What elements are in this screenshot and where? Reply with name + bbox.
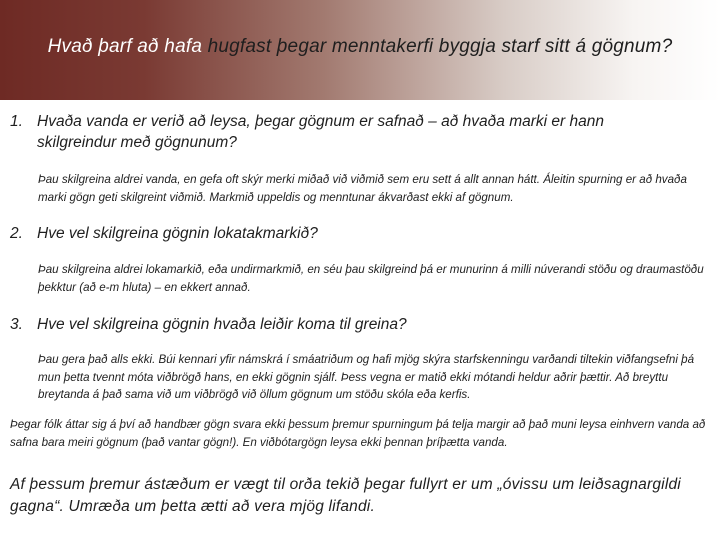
question-3-number: 3. bbox=[10, 316, 23, 333]
title-part-1: Hvað þarf að hafa bbox=[47, 36, 208, 57]
question-1-text: Hvaða vanda er verið að leysa, þegar gögnum er safnað – að hvaða marki er hann skilgreindur með gögnunum? bbox=[37, 113, 604, 151]
answer-1: Þau skilgreina aldrei vanda, en gefa oft skýr merki miðað við viðmið sem eru sett á allt annan hátt. Áleitin spurning er að hvaða marki gögn geti skilgreint viðmið. Markmið uppeldis og menntunar ákvarðast ekki af gögnum. bbox=[38, 173, 687, 204]
answer-3: Þau gera það alls ekki. Búi kennari yfir námskrá í smáatriðum og hafi mjög skýra starfskenningu varðandi tiltekin viðfangsefni þá mun þetta tvennt móta viðbrögð hans, en ekki gögnin sjálf. Þess vegna er matið ekki mótandi heldur aðrir þættir. Að breyttu breytanda á það sama við um viðbrögð við öllum gögnum um stöðu skóla eða kerfis. bbox=[38, 353, 695, 401]
question-1-number: 1. bbox=[10, 113, 23, 130]
title-part-2: hugfast þegar menntakerfi byggja starf sitt á gögnum? bbox=[207, 36, 673, 57]
title-banner bbox=[0, 0, 720, 100]
question-2-text: Hve vel skilgreina gögnin lokatakmarkið? bbox=[37, 225, 318, 242]
question-3-text: Hve vel skilgreina gögnin hvaða leiðir koma til greina? bbox=[37, 316, 407, 333]
answer-2: Þau skilgreina aldrei lokamarkið, eða undirmarkmið, en séu þau skilgreind þá er munurinn á milli núverandi stöðu og draumastöðu þekktur (að e-m hluta) – en ekkert annað. bbox=[38, 263, 704, 294]
note-paragraph: Þegar fólk áttar sig á því að handbær gögn svara ekki þessum þremur spurningum þá telja margir að það muni leysa einhvern vanda að safna bara meiri gögnum (það vantar gögn!). En viðbótargögn leysa ekki þennan þríþætta vanda. bbox=[10, 418, 706, 449]
question-2-number: 2. bbox=[10, 225, 23, 242]
conclusion-paragraph: Af þessum þremur ástæðum er vægt til orða tekið þegar fullyrt er um „óvissu um leiðsagnargildi gagna“. Umræða um þetta ætti að vera mjög lifandi. bbox=[10, 476, 681, 515]
page-title bbox=[0, 36, 720, 58]
